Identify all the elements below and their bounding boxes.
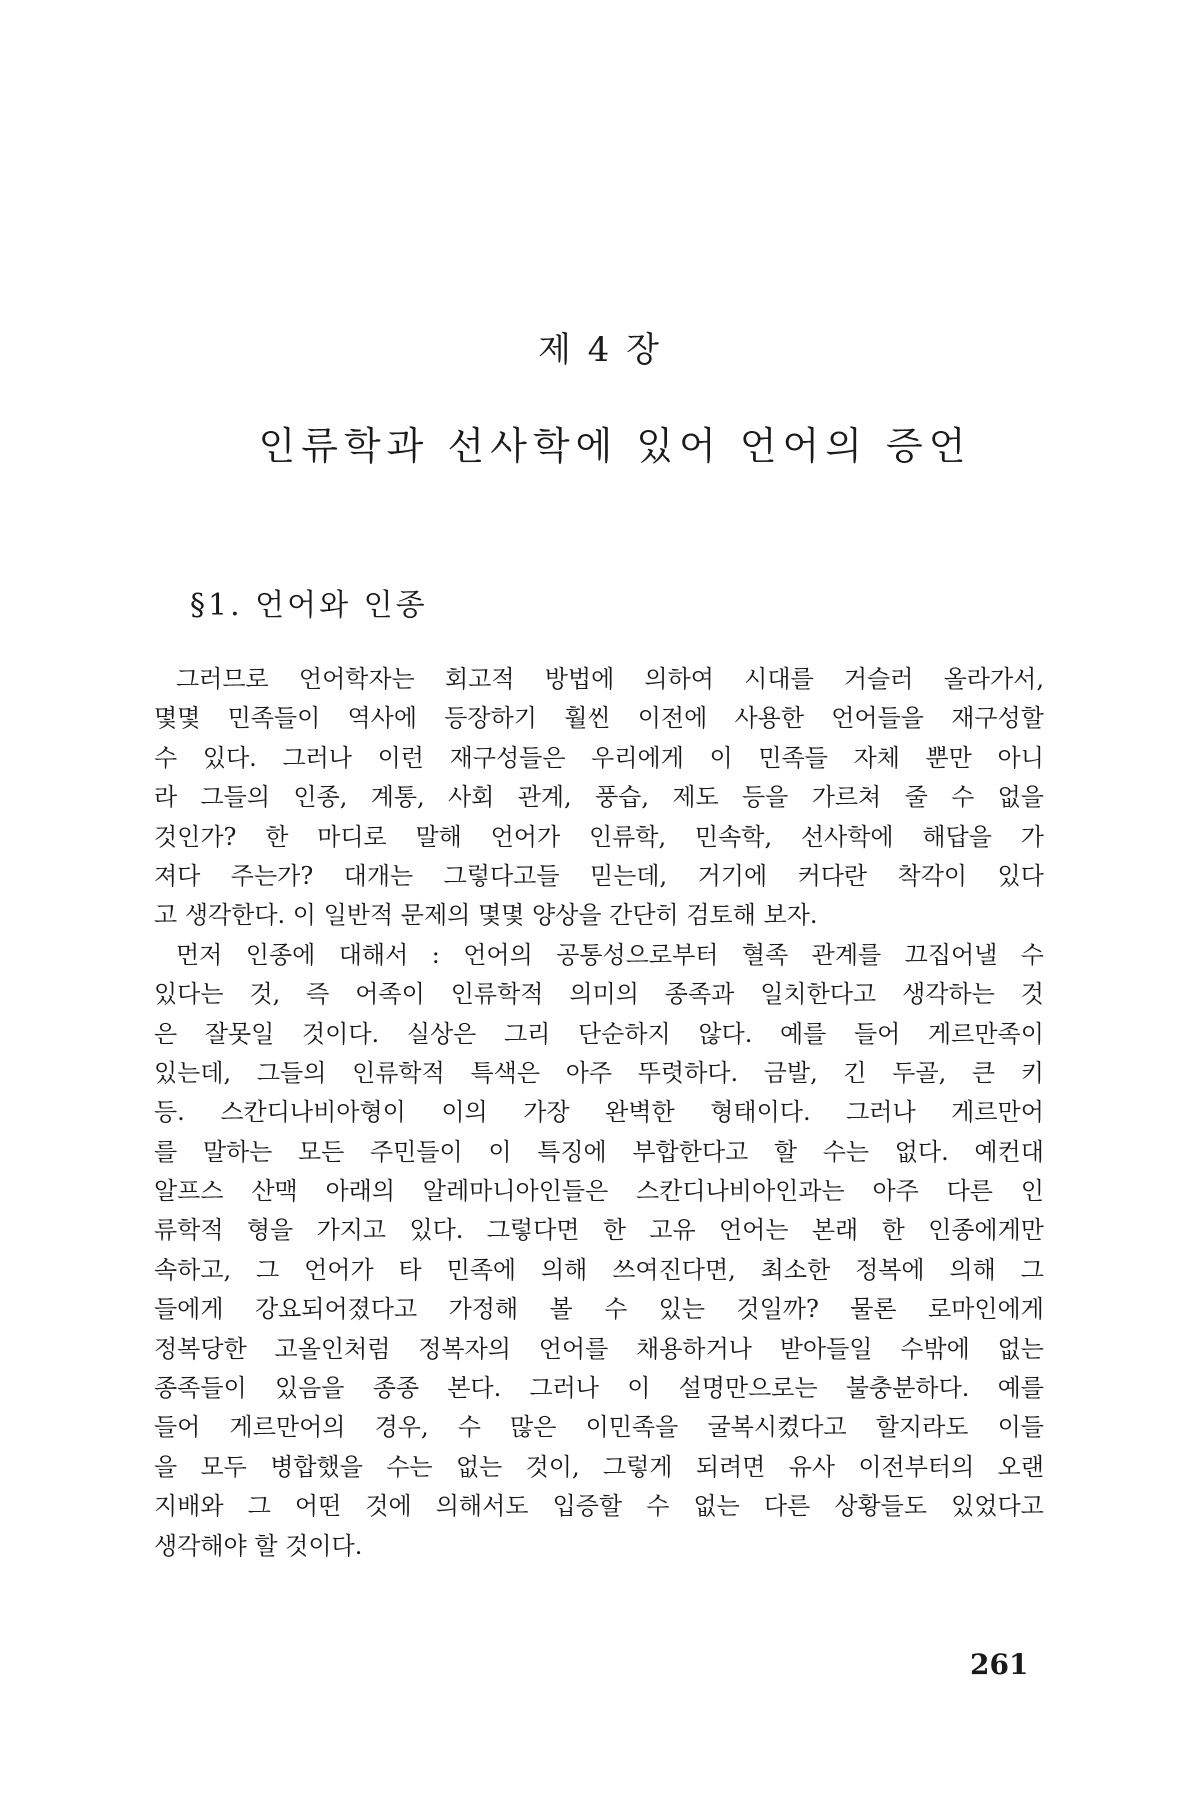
text-line: 있는데, 그들의 인류학적 특색은 아주 뚜렷하다. 금발, 긴 두골, 큰 키 bbox=[154, 1058, 1044, 1087]
text-line: 를 말하는 모든 주민들이 이 특징에 부합한다고 할 수는 없다. 예컨대 bbox=[154, 1137, 1044, 1166]
text-line: 정복당한 고올인처럼 정복자의 언어를 채용하거나 받아들일 수밖에 없는 bbox=[154, 1334, 1044, 1363]
text-line: 먼저 인종에 대해서 : 언어의 공통성으로부터 혈족 관계를 끄집어낼 수 bbox=[176, 940, 1044, 969]
body-text bbox=[154, 660, 1044, 1566]
chapter-title: 인류학과 선사학에 있어 언어의 증언 bbox=[258, 424, 972, 468]
text-line: 지배와 그 어떤 것에 의해서도 입증할 수 없는 다른 상황들도 있었다고 bbox=[154, 1492, 1044, 1521]
text-line: 들에게 강요되어졌다고 가정해 볼 수 있는 것일까? 물론 로마인에게 bbox=[154, 1295, 1044, 1324]
chapter-label: 제 4 장 bbox=[538, 330, 662, 370]
text-line: 들어 게르만어의 경우, 수 많은 이민족을 굴복시켰다고 할지라도 이들 bbox=[154, 1413, 1044, 1442]
text-line: 있다는 것, 즉 어족이 인류학적 의미의 종족과 일치한다고 생각하는 것 bbox=[154, 980, 1044, 1009]
text-line: 알프스 산맥 아래의 알레마니아인들은 스칸디나비아인과는 아주 다른 인 bbox=[154, 1177, 1044, 1206]
section-heading: §1. 언어와 인종 bbox=[190, 588, 428, 623]
text-line: 수 있다. 그러나 이런 재구성들은 우리에게 이 민족들 자체 뿐만 아니 bbox=[154, 743, 1044, 772]
text-line: 은 잘못일 것이다. 실상은 그리 단순하지 않다. 예를 들어 게르만족이 bbox=[154, 1019, 1044, 1048]
text-line: 져다 주는가? 대개는 그렇다고들 믿는데, 거기에 커다란 착각이 있다 bbox=[154, 861, 1044, 890]
text-line: 종족들이 있음을 종종 본다. 그러나 이 설명만으로는 불충분하다. 예를 bbox=[154, 1374, 1044, 1403]
text-line: 속하고, 그 언어가 타 민족에 의해 쓰여진다면, 최소한 정복에 의해 그 bbox=[154, 1255, 1044, 1284]
text-line: 류학적 형을 가지고 있다. 그렇다면 한 고유 언어는 본래 한 인종에게만 bbox=[154, 1216, 1044, 1245]
text-line: 그러므로 언어학자는 회고적 방법에 의하여 시대를 거슬러 올라가서, bbox=[176, 665, 1044, 693]
text-line: 등. 스칸디나비아형이 이의 가장 완벽한 형태이다. 그러나 게르만어 bbox=[154, 1098, 1044, 1127]
text-line: 고 생각한다. 이 일반적 문제의 몇몇 양상을 간단히 검토해 보자. bbox=[154, 901, 818, 930]
text-line: 생각해야 할 것이다. bbox=[154, 1531, 363, 1560]
text-line: 을 모두 병합했을 수는 없는 것이, 그렇게 되려면 유사 이전부터의 오랜 bbox=[154, 1452, 1044, 1481]
page-number: 261 bbox=[970, 1648, 1029, 1681]
paragraph-2 bbox=[154, 936, 1044, 1566]
text-line: 몇몇 민족들이 역사에 등장하기 훨씬 이전에 사용한 언어들을 재구성할 bbox=[154, 704, 1044, 733]
paragraph-1 bbox=[154, 660, 1044, 936]
text-line: 라 그들의 인종, 계통, 사회 관계, 풍습, 제도 등을 가르쳐 줄 수 없을 bbox=[154, 783, 1044, 812]
text-line: 것인가? 한 마디로 말해 언어가 인류학, 민속학, 선사학에 해답을 가 bbox=[154, 822, 1044, 851]
